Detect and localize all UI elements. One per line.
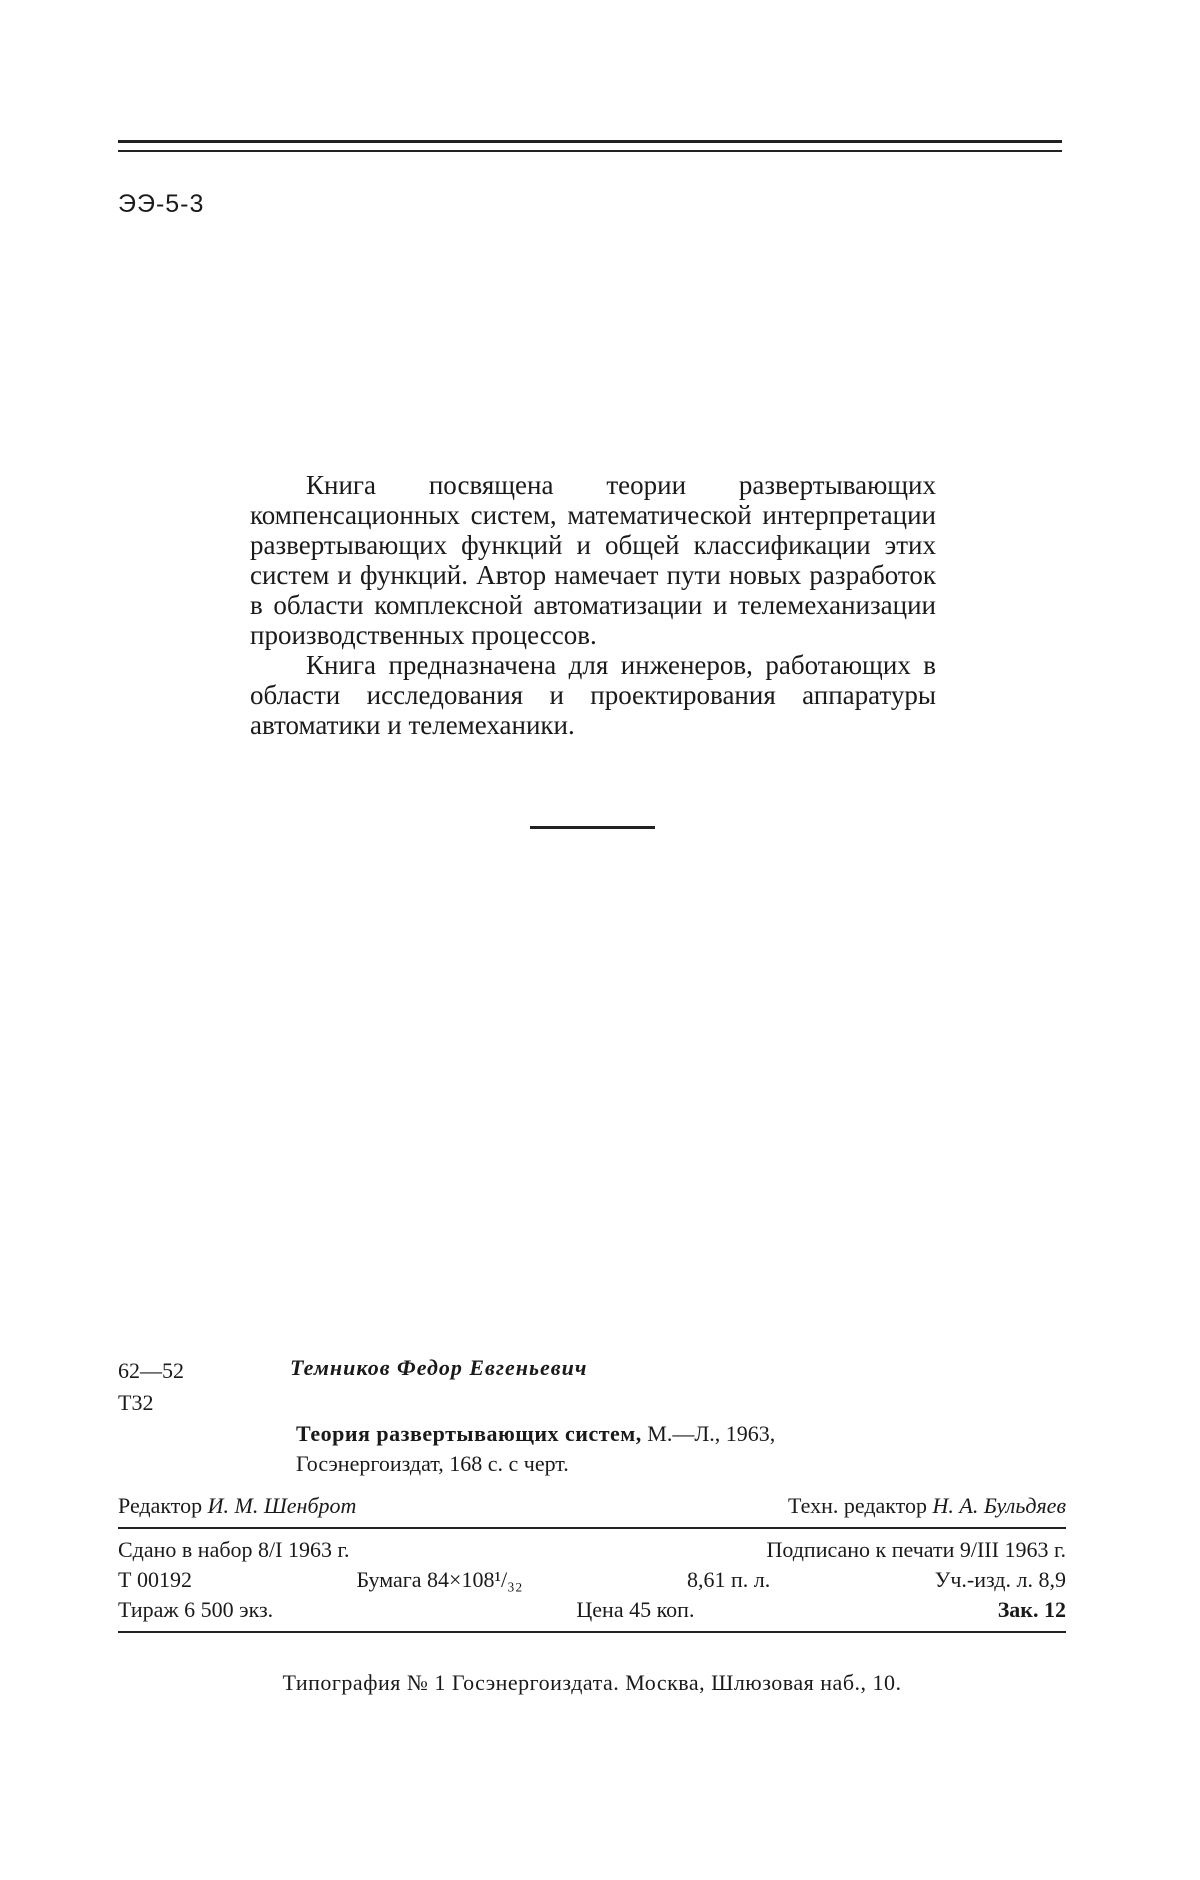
dates-line	[118, 1537, 1066, 1563]
top-rule	[118, 140, 1062, 143]
signed-date: Подписано к печати 9/III 1963 г.	[766, 1537, 1066, 1562]
imprint-block	[118, 1355, 1066, 1641]
tech-editor-label: Техн. редактор	[788, 1493, 928, 1518]
annotation-paragraph-2: Книга предназначена для инженеров, работающих в области исследования и проектирования аппаратуры автоматики и телемеханики.	[250, 650, 936, 740]
permit-code: Т 00192	[118, 1567, 192, 1592]
editors-line	[118, 1493, 1066, 1519]
editor-label: Редактор	[118, 1493, 203, 1518]
annotation	[250, 470, 936, 740]
editor-name: И. М. Шенброт	[207, 1493, 357, 1518]
order-number: Зак. 12	[997, 1597, 1066, 1622]
udc-code: ЭЭ-5-3	[118, 190, 205, 218]
print-sheets: 8,61 п. л.	[687, 1567, 771, 1592]
author-name: Темников Федор Евгеньевич	[290, 1355, 588, 1380]
circulation-line	[118, 1597, 1066, 1623]
tech-editor-name: Н. А. Бульдяев	[932, 1493, 1066, 1518]
circulation: Тираж 6 500 экз.	[118, 1597, 274, 1622]
publisher-sheets: Уч.-изд. л. 8,9	[934, 1567, 1066, 1592]
book-title-line	[296, 1419, 1066, 1449]
publisher-line: Госэнергоиздат, 168 с. с черт.	[296, 1451, 569, 1476]
submitted-date: Сдано в набор 8/I 1963 г.	[118, 1537, 350, 1562]
section-divider	[530, 826, 655, 829]
sheets-line	[118, 1567, 1066, 1593]
place-year: М.—Л., 1963,	[647, 1421, 776, 1446]
book-title: Теория развертывающих систем,	[296, 1421, 642, 1446]
imprint-bottom-rule	[118, 1631, 1066, 1633]
top-rule-secondary	[118, 150, 1062, 152]
classification-code: 62—52	[118, 1358, 184, 1383]
classification-codes	[118, 1355, 184, 1419]
price: Цена 45 коп.	[576, 1597, 695, 1622]
imprint-rule	[118, 1527, 1066, 1529]
paper-format: Бумага 84×108¹/₃₂	[356, 1567, 523, 1592]
printing-house: Типография № 1 Госэнергоиздата. Москва, Шлюзовая наб., 10.	[282, 1670, 902, 1695]
author-mark: Т32	[118, 1390, 154, 1415]
annotation-paragraph-1: Книга посвящена теории развертывающих компенсационных систем, математической интерпретации развертывающих функций и общей классификации этих систем и функций. Автор намечает пути новых разработок в области комплексной автоматизации и телемеханизации производственных процессов.	[250, 470, 936, 650]
